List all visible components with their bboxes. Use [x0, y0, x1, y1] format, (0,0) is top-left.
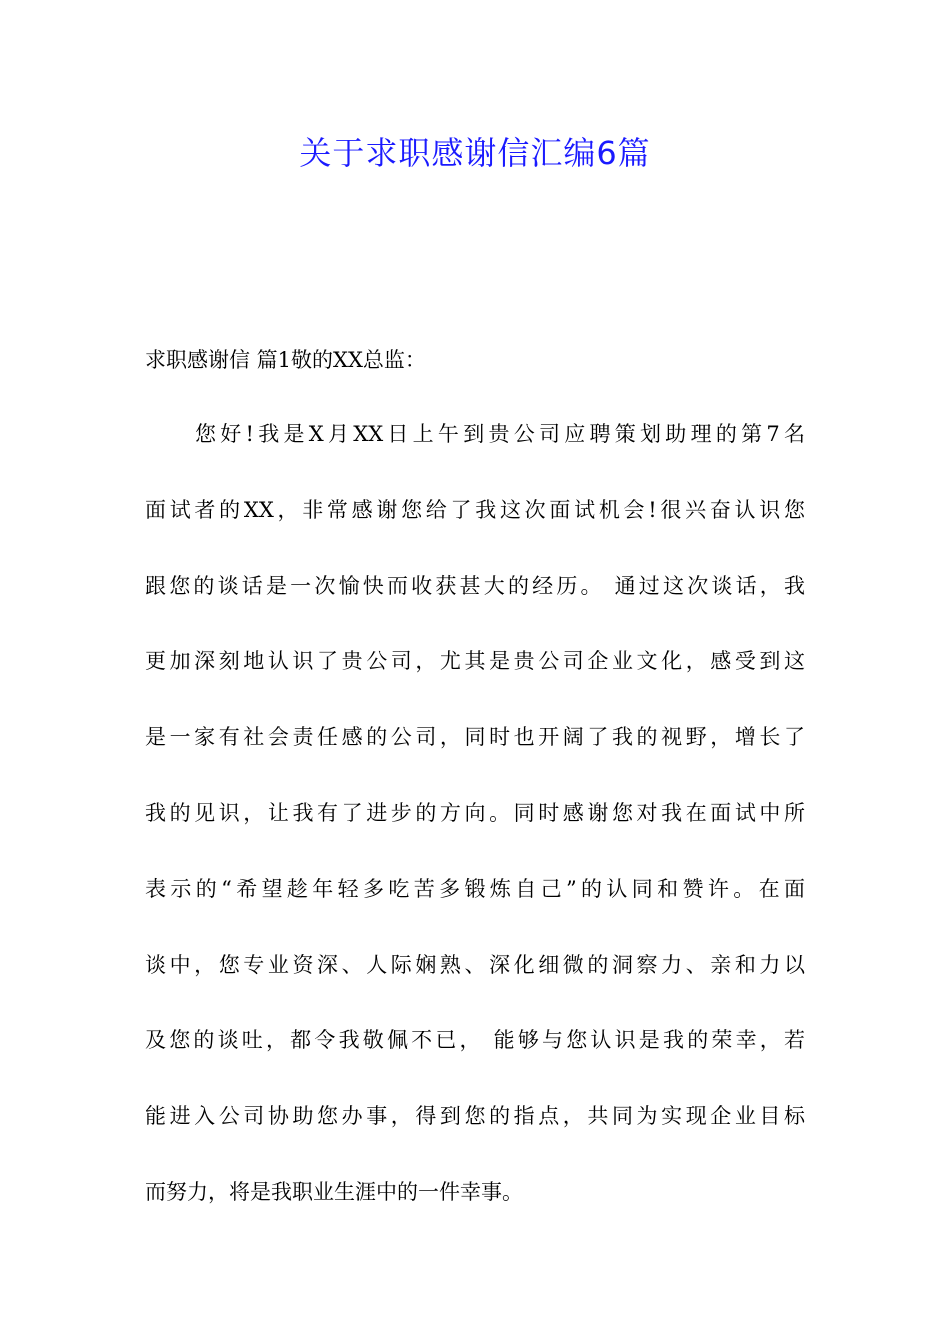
document-title: 关于求职感谢信汇编6篇 [299, 134, 651, 172]
paragraph-line: 面试者的XX，非常感谢您给了我这次面试机会!很兴奋认识您 [145, 497, 805, 522]
section-heading: 求职感谢信 篇1敬的XX总监： [145, 348, 426, 372]
paragraph-line: 能进入公司协助您办事，得到您的指点，共同为实现企业目标 [145, 1104, 805, 1129]
paragraph-line: 表示的“希望趁年轻多吃苦多锻炼自己”的认同和赞许。在面 [145, 876, 805, 901]
paragraph-line: 您好!我是X月XX日上午到贵公司应聘策划助理的第7名 [195, 422, 805, 446]
paragraph-line: 及您的谈吐，都令我敬佩不已， 能够与您认识是我的荣幸，若 [145, 1028, 805, 1053]
paragraph-line: 谈中，您专业资深、人际娴熟、深化细微的洞察力、亲和力以 [145, 952, 805, 977]
letter-body [145, 417, 805, 1251]
paragraph-line: 我的见识，让我有了进步的方向。同时感谢您对我在面试中所 [145, 800, 805, 825]
paragraph-line: 而努力，将是我职业生涯中的一件幸事。 [145, 1179, 523, 1204]
paragraph-line: 跟您的谈话是一次愉快而收获甚大的经历。 通过这次谈话，我 [145, 573, 805, 598]
paragraph-line: 是一家有社会责任感的公司，同时也开阔了我的视野，增长了 [145, 725, 805, 750]
paragraph-line: 更加深刻地认识了贵公司，尤其是贵公司企业文化，感受到这 [145, 649, 805, 674]
